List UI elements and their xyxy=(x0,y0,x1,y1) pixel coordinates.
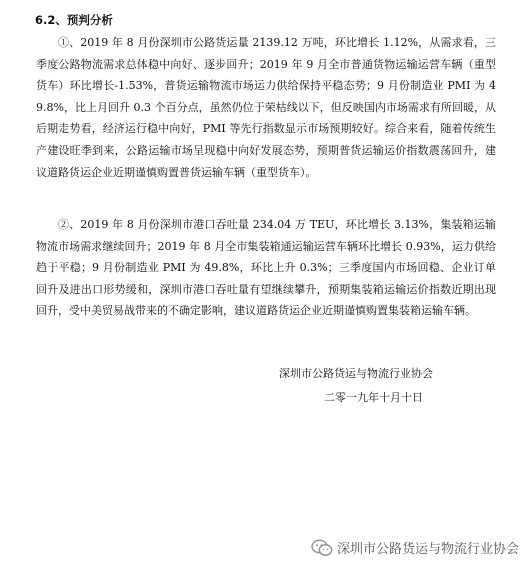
signature-block xyxy=(279,362,433,410)
wechat-icon xyxy=(311,539,333,557)
paragraph-container-freight: ②、2019 年 8 月份深圳市港口吞吐量 234.04 万 TEU，环比增长 3.13%，集装箱运输物流市场需求继续回升；2019 年 8 月全市集装箱通运输运营车辆环比增长 0.93%，运力供给趋于平稳；9 月份制造业 PMI 为 49.8%，环比上升 0.3%；三季度国内市场回稳、企业订单回升及进出口形势缓和，深圳市港口吞吐量有望继续攀升，预期集装箱运输运价指数近期出现回升，受中美贸易战带来的不确定影响，建议道路货运企业近期谨慎购置集装箱运输车辆。 xyxy=(36,218,496,318)
signature-organization: 深圳市公路货运与物流行业协会 xyxy=(279,367,433,380)
watermark xyxy=(311,538,519,557)
signature-date: 二零一九年十月十日 xyxy=(324,391,423,404)
watermark-text: 深圳市公路货运与物流行业协会 xyxy=(336,542,519,557)
section-heading: 6.2、预判分析 xyxy=(35,13,113,27)
paragraph-general-freight: ①、2019 年 8 月份深圳市公路货运量 2139.12 万吨，环比增长 1.12%，从需求看，三季度公路物流需求总体稳中向好、逐步回升；2019 年 9 月全市普通货物运输运营车辆（重型货车）环比增长-1.53%，普货运输物流市场运力供给保持平稳态势；9 月份制造业 PMI 为 49.8%，比上月回升 0.3 个百分点，虽然仍位于荣枯线以下，但反映国内市场需求有所回暖，从后期走势看，经济运行稳中向好，PMI 等先行指数显示市场预期较好。综合来看，随着传统生产建设旺季到来，公路运输市场呈现稳中向好发展态势，预期普货运输运价指数震荡回升，建议道路货运企业近期谨慎购置普货运输车辆（重型货车）。 xyxy=(36,36,496,179)
